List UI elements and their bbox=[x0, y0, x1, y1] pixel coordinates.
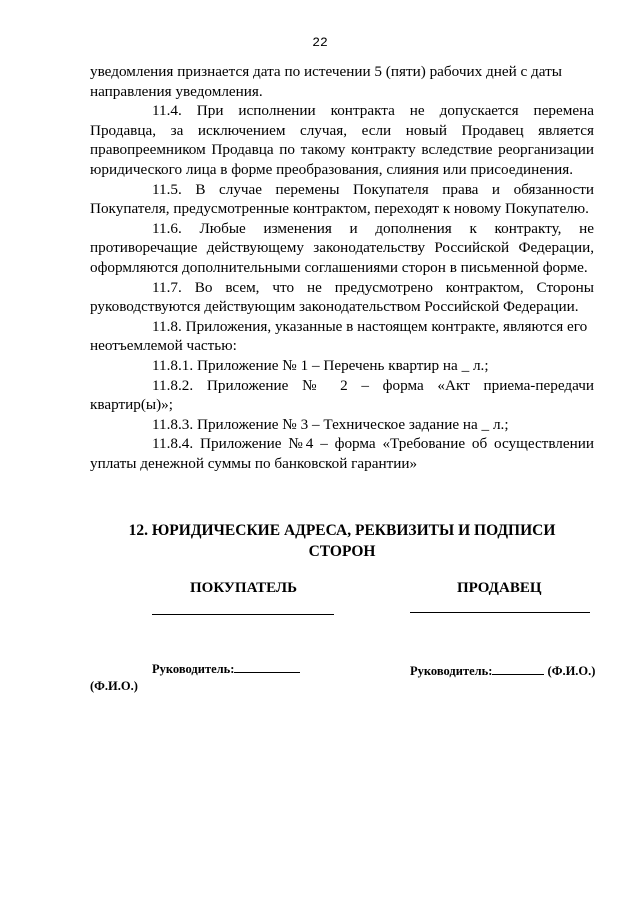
buyer-head-field bbox=[152, 661, 300, 677]
seller-head-field bbox=[410, 663, 595, 679]
section-heading-line2: СТОРОН bbox=[308, 543, 376, 560]
paragraph-11-8-3: 11.8.3. Приложение № 3 – Техническое задание на _ л.; bbox=[152, 415, 509, 433]
buyer-fio: (Ф.И.О.) bbox=[90, 679, 138, 693]
seller-signature-line bbox=[410, 612, 590, 613]
buyer-head-blank bbox=[234, 661, 300, 673]
seller-head-blank bbox=[492, 663, 544, 675]
paragraph-11-8-line2: неотъемлемой частью: bbox=[90, 337, 237, 355]
seller-fio: (Ф.И.О.) bbox=[547, 664, 596, 678]
paragraph-11-4: 11.4. При исполнении контракта не допускается перемена Продавца, за исключением случая, если новый Продавец является правопреемником Продавца по такому контракту вследствие реорганизации юридического лица в форме преобразования, слияния или присоединения. bbox=[90, 102, 594, 178]
buyer-title: ПОКУПАТЕЛЬ bbox=[190, 580, 298, 596]
paragraph-11-8-4: 11.8.4. Приложение №4 – форма «Требование об осуществлении уплаты денежной суммы по банковской гарантии» bbox=[90, 435, 594, 472]
paragraph-11-7: 11.7. Во всем, что не предусмотрено контрактом, Стороны руководствуются действующим законодательством Российской Федерации. bbox=[90, 278, 594, 316]
paragraph-continuation-line2: направления уведомления. bbox=[90, 82, 263, 100]
page-number: 22 bbox=[312, 35, 328, 50]
paragraph-continuation bbox=[90, 62, 594, 101]
paragraph-11-8-1: 11.8.1. Приложение № 1 – Перечень квартир на _ л.; bbox=[152, 356, 489, 374]
paragraph-11-8-2: 11.8.2. Приложение № 2 – форма «Акт приема-передачи квартир(ы)»; bbox=[90, 376, 594, 414]
section-heading-line1: 12. ЮРИДИЧЕСКИЕ АДРЕСА, РЕКВИЗИТЫ И ПОДПИСИ bbox=[128, 522, 556, 539]
paragraph-11-5: 11.5. В случае перемены Покупателя права и обязанности Покупателя, предусмотренные контрактом, переходят к новому Покупателю. bbox=[90, 180, 594, 218]
buyer-head-label: Руководитель: bbox=[152, 662, 235, 676]
paragraph-11-8-line1: 11.8. Приложения, указанные в настоящем контракте, являются его bbox=[152, 317, 588, 335]
paragraph-11-6: 11.6. Любые изменения и дополнения к контракту, не противоречащие действующему законодательству Российской Федерации, оформляются дополнительными соглашениями сторон в письменной форме. bbox=[90, 219, 594, 276]
seller-title: ПРОДАВЕЦ bbox=[457, 580, 542, 596]
seller-head-label: Руководитель: bbox=[410, 664, 493, 678]
buyer-signature-line bbox=[152, 614, 334, 615]
paragraph-11-8 bbox=[90, 317, 594, 356]
document-body bbox=[90, 62, 594, 473]
section-heading bbox=[90, 520, 594, 562]
paragraph-continuation-line1: уведомления признается дата по истечении 5 (пяти) рабочих дней с даты bbox=[90, 63, 562, 80]
